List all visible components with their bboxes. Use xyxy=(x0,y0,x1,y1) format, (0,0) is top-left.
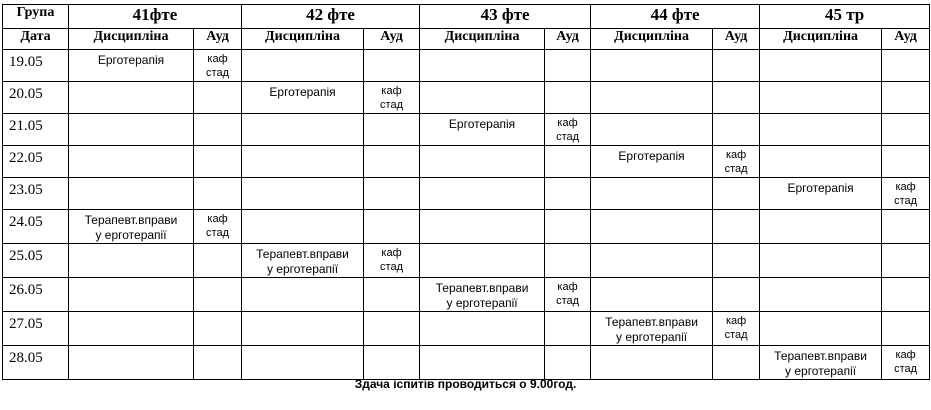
group-name: 45 тр xyxy=(760,5,930,29)
discipline-cell xyxy=(69,82,194,114)
table-row xyxy=(3,114,930,146)
date-value: 22.05 xyxy=(9,150,43,166)
room-cell xyxy=(545,178,591,210)
discipline-cell xyxy=(242,346,364,380)
room-cell xyxy=(882,178,930,210)
discipline-cell xyxy=(69,312,194,346)
room-cell xyxy=(545,244,591,278)
date-value: 20.05 xyxy=(9,86,43,102)
date-value: 26.05 xyxy=(9,282,43,298)
discipline-cell xyxy=(242,210,364,244)
discipline-cell xyxy=(760,244,882,278)
discipline-column-header: Дисципліна xyxy=(591,29,713,50)
discipline-name: Терапевт.вправи у ерготерапії xyxy=(605,315,698,344)
discipline-cell xyxy=(591,178,713,210)
room-cell xyxy=(194,346,242,380)
discipline-cell xyxy=(420,244,545,278)
room-cell xyxy=(364,178,420,210)
discipline-name: Ерготерапія xyxy=(269,85,336,99)
room-cell xyxy=(882,346,930,380)
group-label: Група xyxy=(3,5,69,29)
room-cell xyxy=(194,178,242,210)
discipline-cell xyxy=(591,146,713,178)
discipline-cell xyxy=(760,146,882,178)
date-value: 24.05 xyxy=(9,214,43,230)
date-cell xyxy=(3,146,69,178)
group-name: 41фте xyxy=(69,5,242,29)
room-name: каф стад xyxy=(724,315,748,341)
discipline-cell xyxy=(420,346,545,380)
room-cell xyxy=(713,178,760,210)
discipline-cell xyxy=(591,210,713,244)
room-column-header: Ауд xyxy=(194,29,242,50)
discipline-name: Ерготерапія xyxy=(618,149,685,163)
discipline-cell xyxy=(760,114,882,146)
group-name: 43 фте xyxy=(420,5,591,29)
discipline-column-header: Дисципліна xyxy=(420,29,545,50)
room-cell xyxy=(882,82,930,114)
table-row xyxy=(3,210,930,244)
room-cell xyxy=(882,146,930,178)
date-cell xyxy=(3,114,69,146)
date-value: 19.05 xyxy=(9,54,43,70)
room-cell xyxy=(545,146,591,178)
discipline-cell xyxy=(69,146,194,178)
schedule-body xyxy=(3,50,930,380)
room-cell xyxy=(545,312,591,346)
date-column-header: Дата xyxy=(3,29,69,50)
discipline-cell xyxy=(760,278,882,312)
group-header-row xyxy=(3,5,930,29)
room-name: каф стад xyxy=(556,281,580,307)
room-cell xyxy=(545,278,591,312)
discipline-name: Терапевт.вправи у ерготерапії xyxy=(256,247,349,276)
room-cell xyxy=(713,312,760,346)
date-cell xyxy=(3,278,69,312)
room-cell xyxy=(364,312,420,346)
room-cell xyxy=(713,82,760,114)
date-cell xyxy=(3,346,69,380)
room-column-header: Ауд xyxy=(364,29,420,50)
room-cell xyxy=(545,50,591,82)
table-row xyxy=(3,346,930,380)
discipline-cell xyxy=(242,244,364,278)
room-cell xyxy=(364,346,420,380)
table-row xyxy=(3,178,930,210)
room-cell xyxy=(713,278,760,312)
discipline-cell xyxy=(591,114,713,146)
room-name: каф стад xyxy=(380,247,403,273)
date-cell xyxy=(3,50,69,82)
table-row xyxy=(3,312,930,346)
discipline-cell xyxy=(760,210,882,244)
room-name: каф стад xyxy=(206,213,229,239)
room-column-header: Ауд xyxy=(545,29,591,50)
discipline-cell xyxy=(69,210,194,244)
room-cell xyxy=(882,278,930,312)
discipline-cell xyxy=(760,312,882,346)
date-cell xyxy=(3,312,69,346)
discipline-cell xyxy=(69,278,194,312)
discipline-cell xyxy=(242,178,364,210)
discipline-cell xyxy=(420,278,545,312)
room-cell xyxy=(364,146,420,178)
table-row xyxy=(3,244,930,278)
discipline-cell xyxy=(242,146,364,178)
discipline-cell xyxy=(420,146,545,178)
room-name: каф стад xyxy=(894,181,918,207)
discipline-cell xyxy=(420,312,545,346)
room-cell xyxy=(713,346,760,380)
discipline-name: Ерготерапія xyxy=(97,53,165,67)
discipline-cell xyxy=(591,346,713,380)
room-cell xyxy=(364,50,420,82)
discipline-cell xyxy=(591,244,713,278)
room-cell xyxy=(194,114,242,146)
date-value: 28.05 xyxy=(9,350,43,366)
discipline-column-header: Дисципліна xyxy=(760,29,882,50)
discipline-cell xyxy=(760,50,882,82)
discipline-cell xyxy=(591,278,713,312)
discipline-name: Ерготерапія xyxy=(448,117,516,131)
discipline-cell xyxy=(420,114,545,146)
discipline-cell xyxy=(760,82,882,114)
room-cell xyxy=(545,346,591,380)
table-row xyxy=(3,82,930,114)
discipline-cell xyxy=(760,178,882,210)
discipline-cell xyxy=(69,114,194,146)
room-cell xyxy=(364,114,420,146)
room-cell xyxy=(882,50,930,82)
date-cell xyxy=(3,178,69,210)
room-cell xyxy=(713,210,760,244)
discipline-cell xyxy=(420,178,545,210)
discipline-column-header: Дисципліна xyxy=(69,29,194,50)
discipline-cell xyxy=(69,178,194,210)
room-cell xyxy=(545,82,591,114)
room-cell xyxy=(545,210,591,244)
discipline-cell xyxy=(420,82,545,114)
table-row xyxy=(3,146,930,178)
room-cell xyxy=(713,50,760,82)
room-cell xyxy=(194,50,242,82)
date-value: 21.05 xyxy=(9,118,43,134)
room-name: каф стад xyxy=(724,149,748,175)
discipline-cell xyxy=(242,114,364,146)
room-cell xyxy=(713,244,760,278)
exam-time-note: Здача іспитів проводиться о 9.00год. xyxy=(354,377,577,391)
discipline-name: Терапевт.вправи у ерготерапії xyxy=(435,281,529,310)
discipline-cell xyxy=(420,210,545,244)
date-value: 25.05 xyxy=(9,248,43,264)
discipline-cell xyxy=(242,82,364,114)
room-cell xyxy=(882,114,930,146)
table-row xyxy=(3,50,930,82)
date-cell xyxy=(3,244,69,278)
room-name: каф стад xyxy=(556,117,580,143)
room-cell xyxy=(882,312,930,346)
exam-schedule-table xyxy=(2,4,930,380)
room-cell xyxy=(882,244,930,278)
date-value: 23.05 xyxy=(9,182,43,198)
table-row xyxy=(3,278,930,312)
discipline-name: Терапевт.вправи у ерготерапії xyxy=(774,349,867,378)
subheader-row xyxy=(3,29,930,50)
discipline-cell xyxy=(420,50,545,82)
discipline-cell xyxy=(69,244,194,278)
group-name: 44 фте xyxy=(591,5,760,29)
room-cell xyxy=(194,146,242,178)
discipline-cell xyxy=(591,312,713,346)
discipline-cell xyxy=(591,50,713,82)
discipline-cell xyxy=(242,312,364,346)
room-cell xyxy=(194,244,242,278)
discipline-cell xyxy=(760,346,882,380)
discipline-cell xyxy=(242,50,364,82)
room-cell xyxy=(713,114,760,146)
room-column-header: Ауд xyxy=(882,29,930,50)
room-name: каф стад xyxy=(380,85,403,111)
room-cell xyxy=(194,312,242,346)
discipline-cell xyxy=(591,82,713,114)
discipline-column-header: Дисципліна xyxy=(242,29,364,50)
room-cell xyxy=(713,146,760,178)
group-name: 42 фте xyxy=(242,5,420,29)
room-cell xyxy=(194,278,242,312)
date-value: 27.05 xyxy=(9,316,43,332)
room-cell xyxy=(882,210,930,244)
room-cell xyxy=(194,210,242,244)
date-cell xyxy=(3,82,69,114)
discipline-name: Терапевт.вправи у ерготерапії xyxy=(84,213,178,242)
discipline-cell xyxy=(69,50,194,82)
room-cell xyxy=(545,114,591,146)
room-cell xyxy=(364,82,420,114)
discipline-name: Ерготерапія xyxy=(787,181,854,195)
discipline-cell xyxy=(69,346,194,380)
room-name: каф стад xyxy=(206,53,229,79)
room-cell xyxy=(194,82,242,114)
room-cell xyxy=(364,244,420,278)
room-column-header: Ауд xyxy=(713,29,760,50)
discipline-cell xyxy=(242,278,364,312)
room-name: каф стад xyxy=(894,349,918,375)
room-cell xyxy=(364,210,420,244)
room-cell xyxy=(364,278,420,312)
date-cell xyxy=(3,210,69,244)
